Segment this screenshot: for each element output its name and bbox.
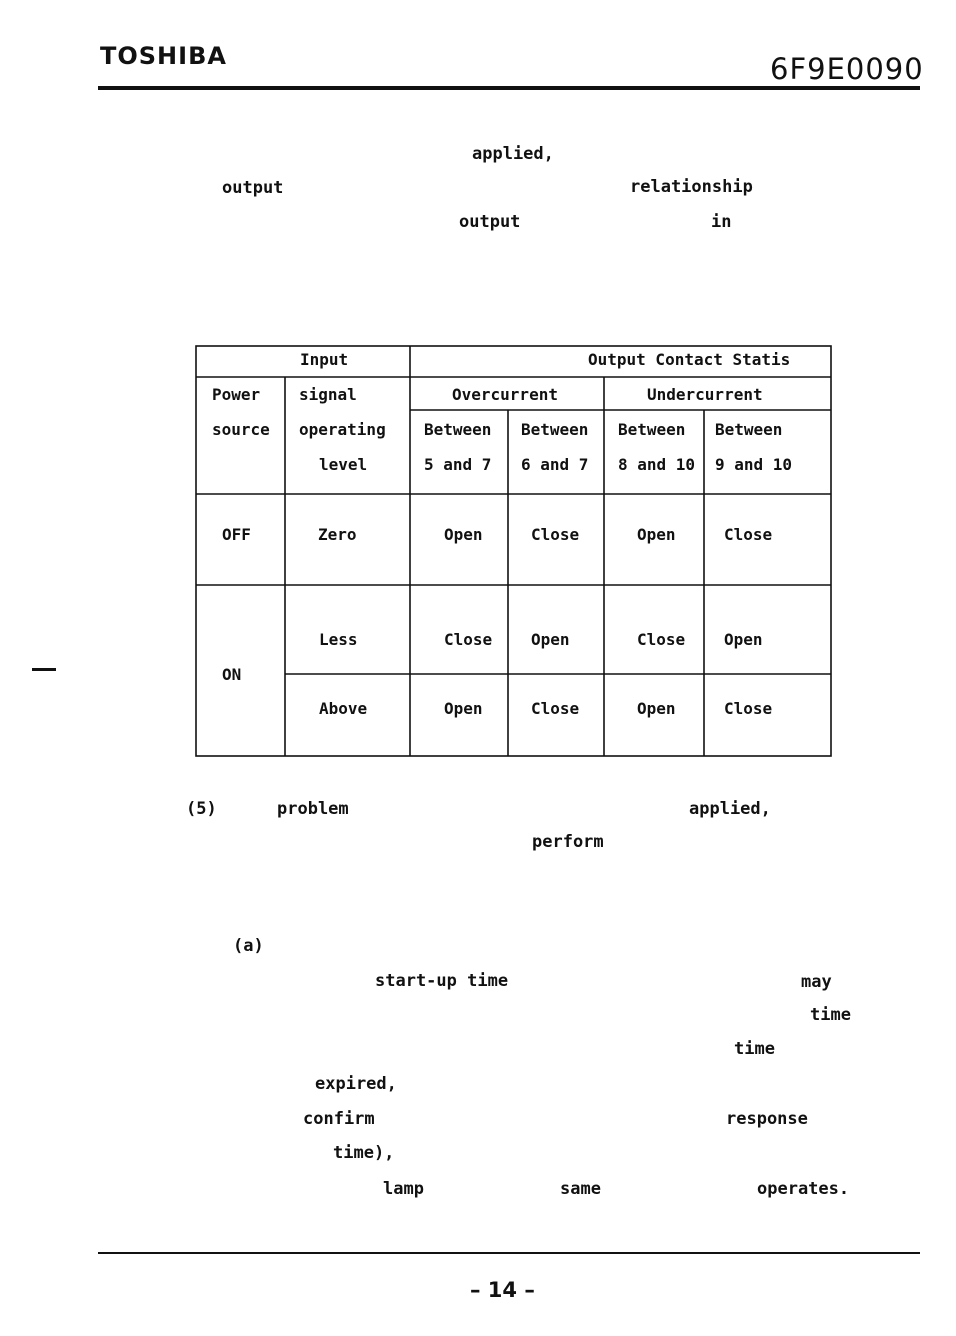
less-col4: Open [724, 630, 763, 649]
less-level: Less [319, 630, 358, 649]
less-col1: Close [444, 630, 493, 649]
header-operating: operating [299, 420, 386, 439]
off-level: Zero [318, 525, 357, 544]
word-output: output [222, 178, 284, 198]
word-lamp: lamp [383, 1179, 424, 1199]
col2-label-2: 6 and 7 [521, 455, 589, 474]
off-col2: Close [531, 525, 580, 544]
col3-label-2: 8 and 10 [618, 455, 696, 474]
word-time-3: time), [333, 1143, 395, 1163]
header-output-contact: Output Contact Statis [588, 350, 791, 369]
toshiba-logo: TOSHIBA [100, 42, 227, 70]
word-time-2: time [734, 1039, 775, 1059]
footer-rule [98, 1252, 920, 1254]
col1-label-1: Between [424, 420, 492, 439]
header-signal: signal [299, 385, 357, 404]
word-startup-time: start-up time [375, 971, 509, 991]
word-perform: perform [532, 832, 604, 852]
col2-label-1: Between [521, 420, 589, 439]
word-same: same [560, 1179, 601, 1199]
word-in: in [711, 212, 732, 232]
col4-label-1: Between [715, 420, 783, 439]
off-power: OFF [222, 525, 251, 544]
less-col2: Open [531, 630, 570, 649]
off-col3: Open [637, 525, 676, 544]
header-overcurrent: Overcurrent [452, 385, 558, 404]
col3-label-1: Between [618, 420, 686, 439]
item-5-number: (5) [186, 799, 217, 819]
above-col4: Close [724, 699, 773, 718]
document-number: 6F9E0090 [770, 52, 924, 86]
word-applied: applied, [472, 144, 554, 164]
above-col2: Close [531, 699, 580, 718]
contact-status-table [195, 345, 832, 757]
header-undercurrent: Undercurrent [647, 385, 763, 404]
on-power: ON [222, 665, 242, 684]
off-col1: Open [444, 525, 483, 544]
page-number: – 14 – [470, 1278, 535, 1302]
word-expired: expired, [315, 1074, 397, 1094]
header-power: Power [212, 385, 261, 404]
table-grid [195, 345, 832, 757]
header-rule [98, 86, 920, 90]
word-applied-2: applied, [689, 799, 771, 819]
col4-label-2: 9 and 10 [715, 455, 793, 474]
above-level: Above [319, 699, 368, 718]
word-response: response [726, 1109, 808, 1129]
item-a-number: (a) [233, 936, 264, 956]
margin-change-bar [32, 668, 56, 671]
off-col4: Close [724, 525, 773, 544]
above-col3: Open [637, 699, 676, 718]
word-relationship: relationship [630, 177, 753, 197]
word-may: may [801, 972, 832, 992]
word-operates: operates. [757, 1179, 850, 1199]
word-confirm: confirm [303, 1109, 375, 1129]
above-col1: Open [444, 699, 483, 718]
header-input: Input [300, 350, 349, 369]
header-level: level [319, 455, 368, 474]
word-problem: problem [277, 799, 349, 819]
word-time-1: time [810, 1005, 851, 1025]
col1-label-2: 5 and 7 [424, 455, 492, 474]
header-source: source [212, 420, 270, 439]
word-output-2: output [459, 212, 521, 232]
less-col3: Close [637, 630, 686, 649]
